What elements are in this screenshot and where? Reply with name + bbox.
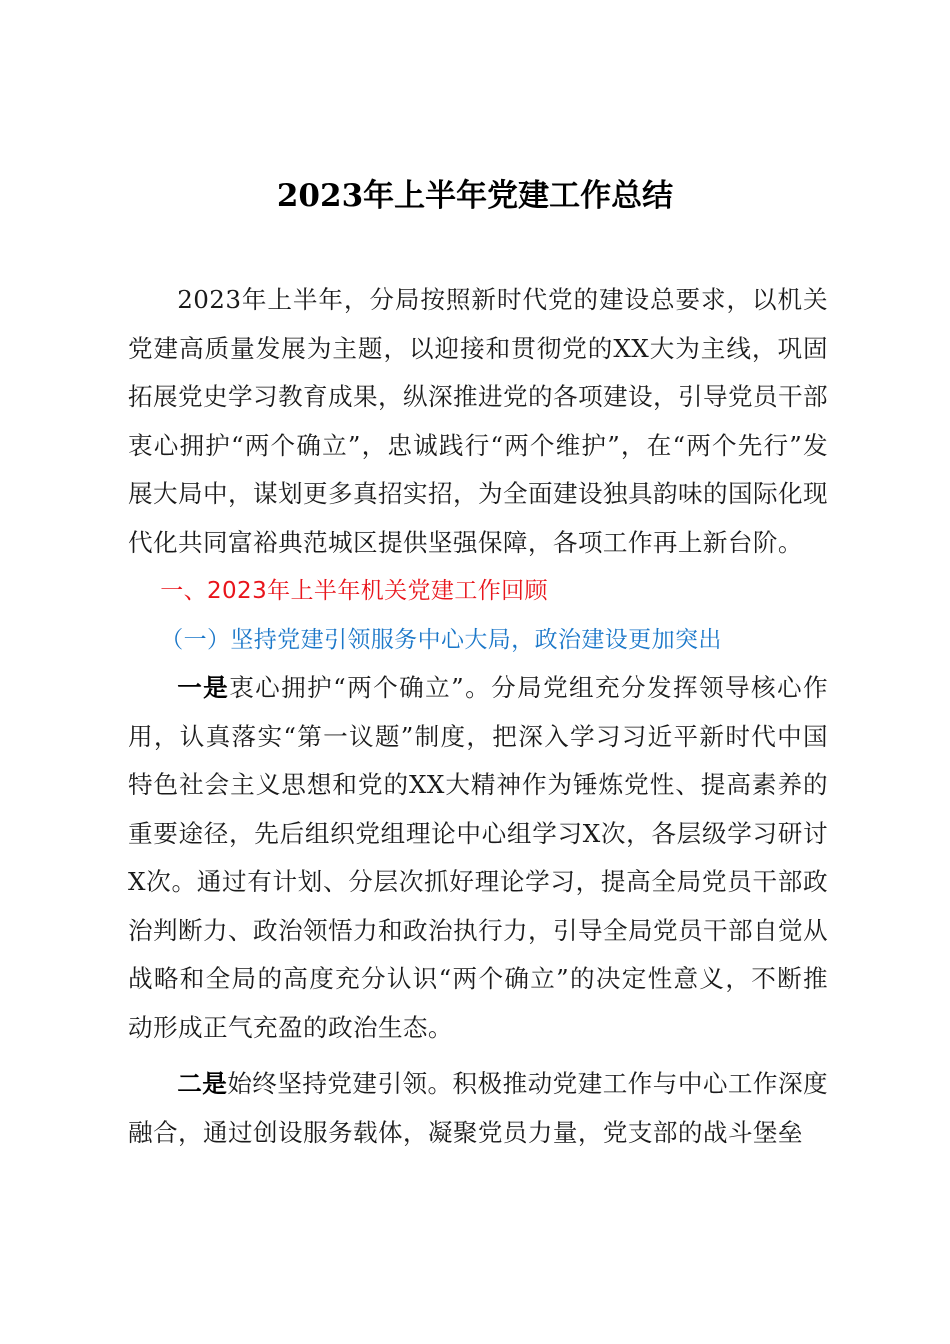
document-body: [128, 276, 828, 1157]
intro-paragraph: 2023年上半年，分局按照新时代党的建设总要求，以机关党建高质量发展为主题，以迎接和贯彻党的XX大为主线，巩固拓展党史学习教育成果，纵深推进党的各项建设，引导党员干部衷心拥护“两个确立”，忠诚践行“两个维护”，在“两个先行”发展大局中，谋划更多真招实招，为全面建设独具韵味的国际化现代化共同富裕典范城区提供坚强保障，各项工作再上新台阶。: [128, 285, 828, 557]
paragraph-spacer: [128, 1052, 828, 1060]
subsection-heading: （一）坚持党建引领服务中心大局，政治建设更加突出: [160, 626, 722, 653]
point-two-lead: 二是: [177, 1069, 228, 1098]
point-two-paragraph: [128, 1060, 828, 1157]
point-one-text: 衷心拥护“两个确立”。分局党组充分发挥领导核心作用，认真落实“第一议题”制度，把深入学习习近平新时代中国特色社会主义思想和党的XX大精神作为锤炼党性、提高素养的重要途径，先后组织党组理论中心组学习X次，各层级学习研讨X次。通过有计划、分层次抓好理论学习，提高全局党员干部政治判断力、政治领悟力和政治执行力，引导全局党员干部自觉从战略和全局的高度充分认识“两个确立”的决定性意义，不断推动形成正气充盈的政治生态。: [128, 673, 828, 1042]
point-two-text: 始终坚持党建引领。积极推动党建工作与中心工作深度融合，通过创设服务载体，凝聚党员力量，党支部的战斗堡垒: [128, 1069, 828, 1147]
point-one-paragraph: [128, 664, 828, 1052]
point-one-lead: 一是: [177, 673, 230, 702]
document-title: 2023年上半年党建工作总结: [276, 178, 674, 214]
section-heading: 一、2023年上半年机关党建工作回顾: [160, 578, 548, 604]
